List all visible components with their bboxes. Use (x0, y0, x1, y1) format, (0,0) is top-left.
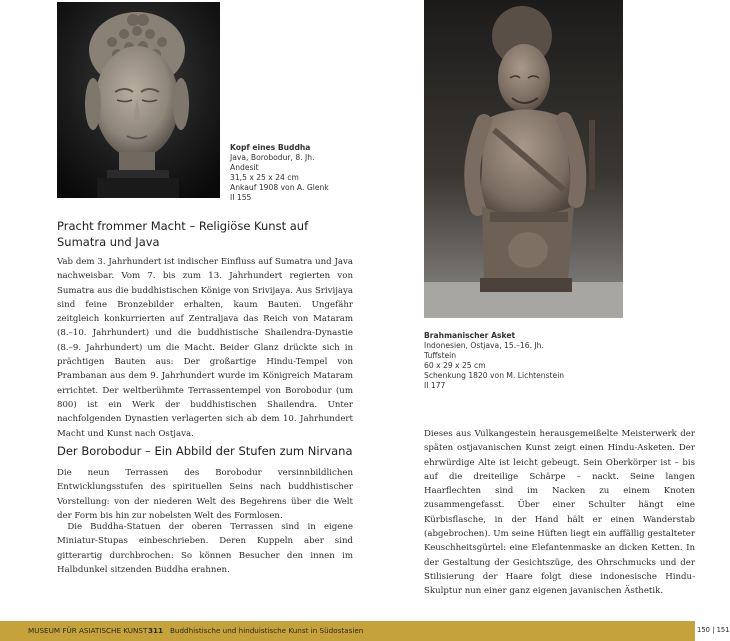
caption-line: Indonesien, Ostjava, 15.–16. Jh. (424, 341, 544, 350)
section-paragraph: Die Buddha-Statuen der oberen Terrassen sind in eigene Miniatur-Stupas einbeschrieben. Deren Kuppeln aber sind gitterartig durchbrochen: So können Besucher den innen im Halbdunkel sitzenden Buddha erahnen. (57, 522, 353, 575)
caption-line: 31,5 x 25 x 24 cm (230, 173, 299, 182)
ascetic-description: Dieses aus Vulkangestein herausgemeißelte Meisterwerk der späten ostjavanischen Kunst zeigt einen Hindu-Asketen. Der ehrwürdige Alte ist leicht gebeugt. Sein Oberkörper ist – bis auf die dreiteilige Schärpe – nackt. Seine langen Haarflechten sind im Nacken zu einem Knoten zusammengefasst. Über einer Schulter hängt eine Kürbisflasche, in der Hand hält er einen Wanderstab (abgebrochen). Um seine Hüften liegt ein auffällig gestalteter Keuschheitsgürtel: eine Elefantenmaske an dicken Ketten. In der Gestaltung der Gesichtszüge, des Ohrschmucks und der Stilisierung der Haare folgt diese indonesische Hindu-Skulptur nun einer ganz eigenen javanischen Ästhetik. (424, 429, 695, 597)
ascetic-statue-illustration (424, 0, 623, 318)
footer-page-number: 311 (148, 626, 164, 635)
footer-page-numbers: 150 | 151 (697, 626, 730, 634)
caption-line: Java, Borobodur, 8. Jh. (230, 153, 315, 162)
caption-line: Schenkung 1820 von M. Lichtenstein (424, 371, 565, 380)
caption-line: 60 x 29 x 25 cm (424, 361, 486, 370)
caption-line: II 155 (230, 193, 252, 202)
section-paragraph: Vab dem 3. Jahrhundert ist indischer Einfluss auf Sumatra und Java nachweisbar. Vom 7. bis zum 13. Jahrhundert regierten von Sumatra aus die buddhistischen Könige von Srivijaya. Aus Srivijaya sind feine Bronzebilder erhalten, kaum Bauten. Ungefähr zeitgleich konkurrierten auf Zentraljava das Reich von Mataram (8.–10. Jahrhundert) und die buddhistische Shailendra-Dynastie (8.–9. Jahrhundert) um die Macht. Beider Glanz drückte sich in prächtigen Bauten aus: Der großartige Hindu-Tempel von Prambanan aus dem 9. Jahrhundert wurde im Königreich Mataram errichtet. Der weltberühmte Terrassentempel von Borobodur (um 800) ist ein Werk der buddhistischen Shailendra. Unter nachfolgenden Dynastien verlagerten sich ab dem 10. Jahrhundert Macht und Kunst nach Ostjava. (57, 257, 353, 439)
ascetic-caption (424, 331, 624, 391)
caption-title: Kopf eines Buddha (230, 143, 311, 152)
footer-chapter: Buddhistische und hinduistische Kunst in Südostasien (170, 626, 364, 635)
buddha-head-illustration (57, 2, 220, 198)
buddha-head-photo (57, 2, 220, 198)
section-heading-borobodur: Der Borobodur – Ein Abbild der Stufen zum Nirvana (57, 444, 353, 458)
ascetic-statue-photo (424, 0, 623, 318)
footer-museum: MUSEUM FÜR ASIATISCHE KUNST (28, 626, 148, 635)
caption-line: Tuffstein (424, 351, 457, 360)
section-paragraph: Die neun Terrassen des Borobodur versinnbildlichen Entwicklungsstufen des spirituellen Seins nach buddhistischer Vorstellung: von der niederen Welt des Begehrens über die Welt der Form bis hin zur nobelsten Welt des Formlosen. (57, 468, 353, 521)
caption-line: Ankauf 1908 von A. Glenk (230, 183, 329, 192)
caption-title: Brahmanischer Asket (424, 331, 516, 340)
caption-line: Andesit (230, 163, 259, 172)
buddha-caption (230, 143, 360, 203)
section-heading-sumatra-java: Pracht frommer Macht – Religiöse Kunst auf Sumatra und Java (57, 219, 309, 249)
caption-line: II 177 (424, 381, 446, 390)
